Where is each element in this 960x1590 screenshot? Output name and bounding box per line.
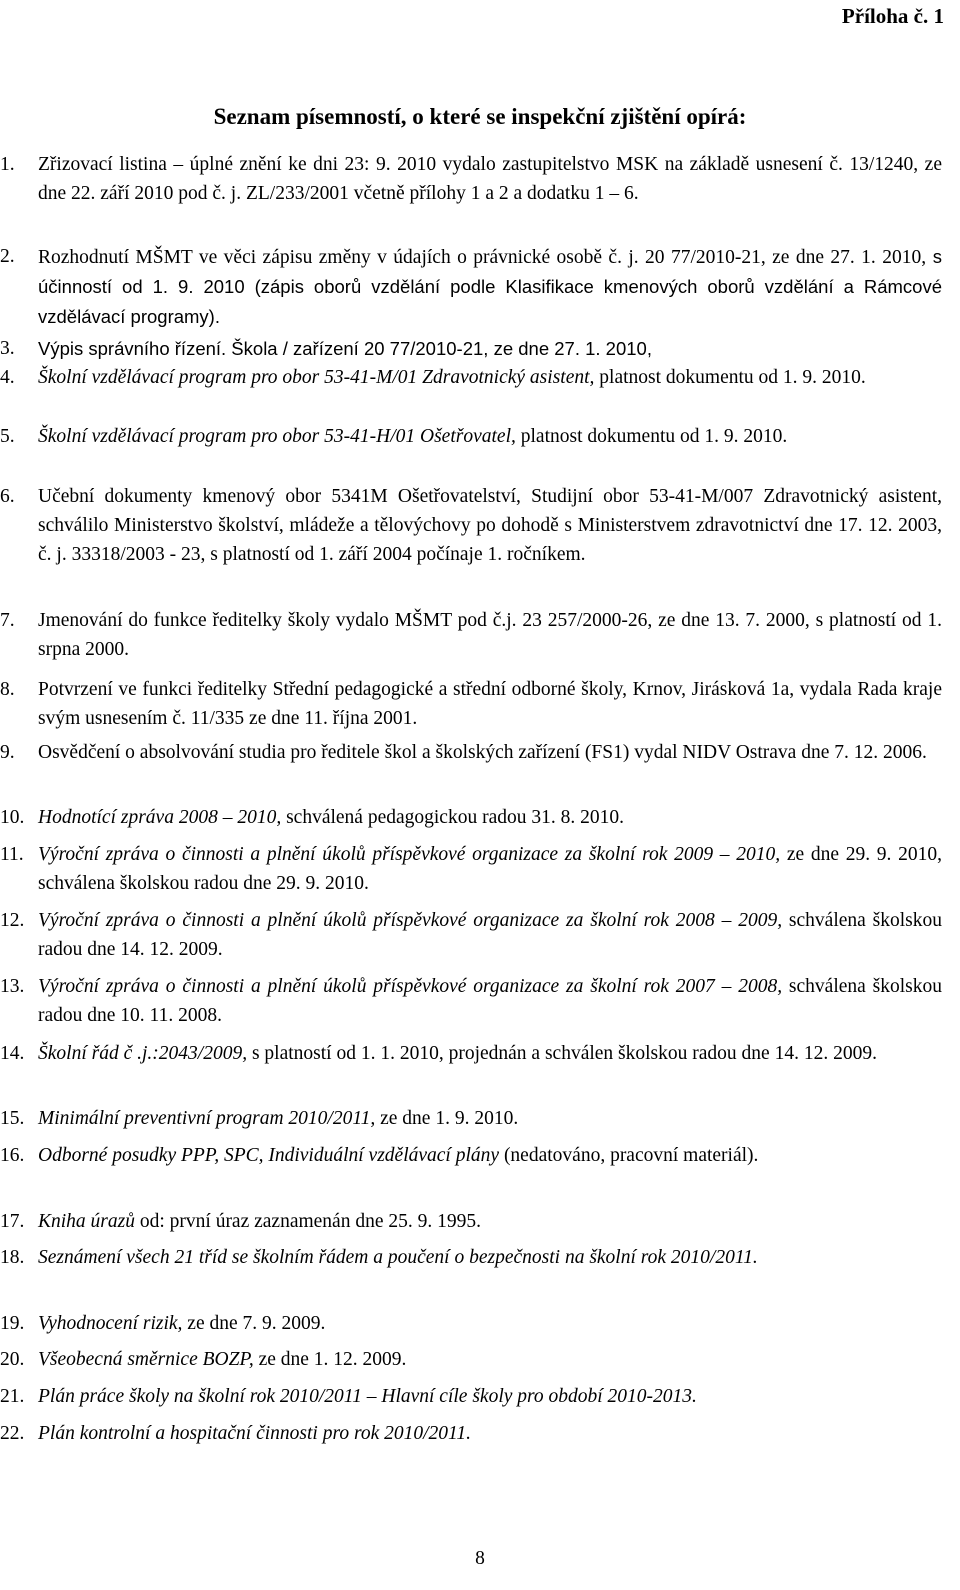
item-text: Jmenování do funkce ředitelky školy vydalo MŠMT pod č.j. 23 257/2000-26, ze dne 13. 7. 2000, s platností od 1. srpna 2000. bbox=[38, 610, 942, 660]
item-number: 16. bbox=[0, 1145, 25, 1166]
item-title: Výroční zpráva o činnosti a plnění úkolů příspěvkové organizace za školní rok 2007 – 2008, bbox=[38, 976, 783, 997]
item-text bbox=[38, 242, 942, 332]
item-text bbox=[38, 1419, 942, 1448]
item-number: 7. bbox=[0, 610, 15, 631]
item-text bbox=[38, 906, 942, 964]
item-title: Školní řád č .j.:2043/2009, bbox=[38, 1043, 248, 1064]
item-number: 1. bbox=[0, 154, 15, 175]
item-title: Plán práce školy na školní rok 2010/2011 – Hlavní cíle školy pro období 2010-2013. bbox=[38, 1386, 697, 1407]
item-text: Výpis správního řízení. Škola / zařízení 20 77/2010-21, ze dne 27. 1. 2010, bbox=[38, 338, 652, 359]
item-text bbox=[38, 1104, 942, 1133]
item-title: Odborné posudky PPP, SPC, Individuální vzdělávací plány bbox=[38, 1145, 500, 1166]
item-text bbox=[38, 1039, 942, 1068]
item-text bbox=[38, 1309, 942, 1338]
item-number: 8. bbox=[0, 679, 15, 700]
item-number: 22. bbox=[0, 1423, 25, 1444]
item-detail: od: první úraz zaznamenán dne 25. 9. 1995. bbox=[134, 1211, 481, 1232]
item-detail: platnost dokumentu od 1. 9. 2010. bbox=[594, 367, 866, 388]
item-detail: ze dne 1. 12. 2009. bbox=[253, 1349, 407, 1370]
item-title: Kniha úrazů bbox=[38, 1211, 135, 1232]
item-number: 11. bbox=[0, 844, 24, 865]
item-text bbox=[38, 840, 942, 898]
item-text: Zřizovací listina – úplné znění ke dni 23: 9. 2010 vydalo zastupitelstvo MSK na základě usnesení č. 13/1240, ze dne 22. září 2010 pod č. j. ZL/233/2001 včetně přílohy 1 a 2 a dodatku 1 – 6. bbox=[38, 154, 942, 204]
item-title: Hodnotící zpráva 2008 – 2010, bbox=[38, 807, 282, 828]
item-text bbox=[38, 1345, 942, 1374]
item-title: Minimální preventivní program 2010/2011, bbox=[38, 1108, 376, 1129]
item-detail: s platností od 1. 1. 2010, projednán a schválen školskou radou dne 14. 12. 2009. bbox=[247, 1043, 877, 1064]
item-text bbox=[38, 1207, 942, 1236]
page-number: 8 bbox=[475, 1548, 485, 1569]
item-number: 15. bbox=[0, 1108, 25, 1129]
item-text: Osvědčení o absolvování studia pro ředitele škol a školských zařízení (FS1) vydal NIDV Ostrava dne 7. 12. 2006. bbox=[38, 742, 927, 763]
item-title: Školní vzdělávací program pro obor 53-41-H/01 Ošetřovatel, bbox=[38, 426, 516, 447]
item-text-serif: Rozhodnutí MŠMT ve věci zápisu změny v údajích o právnické osobě č. j. 20 77/2010-21, ze dne 27. 1. 2010, bbox=[38, 247, 927, 268]
item-title: Vyhodnocení rizik, bbox=[38, 1313, 183, 1334]
item-number: 14. bbox=[0, 1043, 25, 1064]
item-text bbox=[38, 972, 942, 1030]
item-number: 2. bbox=[0, 246, 15, 267]
item-number: 17. bbox=[0, 1211, 25, 1232]
item-number: 21. bbox=[0, 1386, 25, 1407]
item-detail: ze dne 1. 9. 2010. bbox=[375, 1108, 519, 1129]
item-text bbox=[38, 803, 942, 832]
item-title: Plán kontrolní a hospitační činnosti pro rok 2010/2011. bbox=[38, 1423, 471, 1444]
item-detail: ze dne 29. 9. 2010, schválena školskou radou dne 29. 9. 2010. bbox=[38, 844, 943, 894]
item-number: 19. bbox=[0, 1313, 25, 1334]
item-text bbox=[38, 422, 942, 451]
item-text bbox=[38, 1382, 942, 1411]
item-detail: (nedatováno, pracovní materiál). bbox=[499, 1145, 759, 1166]
attachment-label: Příloha č. 1 bbox=[841, 4, 944, 28]
item-text bbox=[38, 1141, 942, 1170]
item-title: Školní vzdělávací program pro obor 53-41-M/01 Zdravotnický asistent, bbox=[38, 367, 595, 388]
item-text bbox=[38, 1243, 942, 1272]
item-detail: platnost dokumentu od 1. 9. 2010. bbox=[515, 426, 788, 447]
item-detail: schválena školskou radou dne 14. 12. 2009. bbox=[38, 910, 942, 960]
document-title: Seznam písemností, o které se inspekční zjištění opírá: bbox=[213, 104, 747, 129]
item-title: Výroční zpráva o činnosti a plnění úkolů příspěvkové organizace za školní rok 2009 – 2010, bbox=[38, 844, 781, 865]
item-number: 18. bbox=[0, 1247, 25, 1268]
item-number: 10. bbox=[0, 807, 25, 828]
item-text-sans: s účinností od 1. 9. 2010 (zápis oborů vzdělání podle Klasifikace kmenových oborů vzdělání a Rámcové vzdělávací programy). bbox=[38, 246, 942, 327]
item-number: 13. bbox=[0, 976, 25, 997]
item-detail: ze dne 7. 9. 2009. bbox=[182, 1313, 326, 1334]
item-number: 9. bbox=[0, 742, 15, 763]
item-title: Seznámení všech 21 tříd se školním řádem a poučení o bezpečnosti na školní rok 2010/2011. bbox=[38, 1247, 758, 1268]
item-number: 20. bbox=[0, 1349, 25, 1370]
item-text: Potvrzení ve funkci ředitelky Střední pedagogické a střední odborné školy, Krnov, Jirásková 1a, vydala Rada kraje svým usnesením č. 11/335 ze dne 11. října 2001. bbox=[38, 679, 942, 729]
item-text bbox=[38, 363, 942, 392]
item-text: Učební dokumenty kmenový obor 5341M Ošetřovatelství, Studijní obor 53-41-M/007 Zdravotnický asistent, schválilo Ministerstvo školství, mládeže a tělovýchovy po dohodě s Ministerstvem zdravotnictví dne 17. 12. 2003, č. j. 33318/2003 - 23, s platností od 1. září 2004 počínaje 1. ročníkem. bbox=[38, 486, 942, 565]
item-detail: schválená pedagogickou radou 31. 8. 2010. bbox=[281, 807, 624, 828]
item-number: 4. bbox=[0, 367, 15, 388]
item-title: Všeobecná směrnice BOZP, bbox=[38, 1349, 254, 1370]
item-number: 12. bbox=[0, 910, 25, 931]
item-number: 3. bbox=[0, 338, 15, 359]
item-title: Výroční zpráva o činnosti a plnění úkolů příspěvkové organizace za školní rok 2008 – 2009, bbox=[38, 910, 783, 931]
item-number: 5. bbox=[0, 426, 15, 447]
item-number: 6. bbox=[0, 486, 15, 507]
item-detail: schválena školskou radou dne 10. 11. 2008. bbox=[38, 976, 942, 1026]
